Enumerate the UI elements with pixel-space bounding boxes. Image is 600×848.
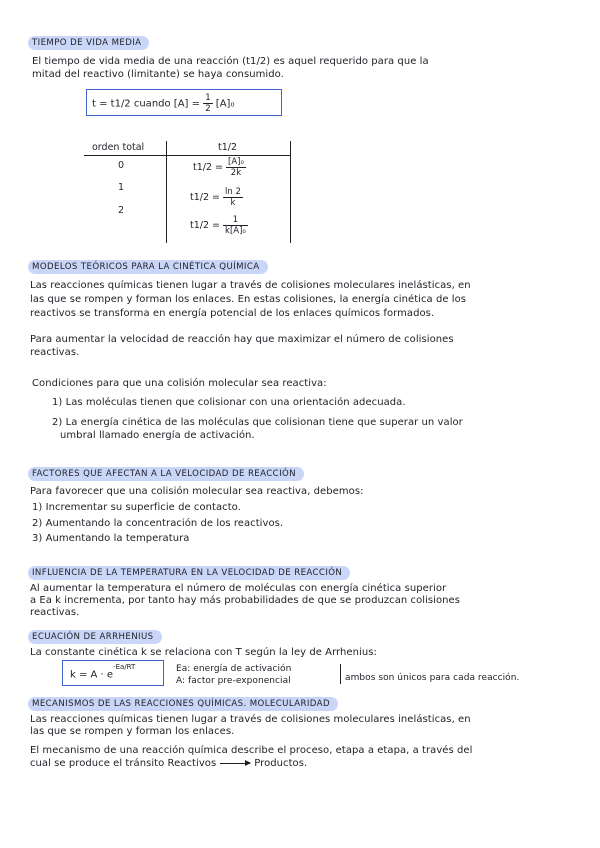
- list-item: 2) Aumentando la concentración de los reactivos.: [32, 518, 284, 529]
- table-header-order: orden total: [92, 142, 145, 153]
- table-row: t1/2 = $\frac{1}{\text{k[A]₀}}$: [190, 215, 246, 236]
- list-item: 3) Aumentando la temperatura: [32, 533, 190, 544]
- list-item: umbral llamado energía de activación.: [60, 430, 255, 441]
- section-title-mecanismos: MECANISMOS DE LAS REACCIONES QUÍMICAS. MOLECULARIDAD: [28, 697, 338, 711]
- paragraph-line: Para aumentar la velocidad de reacción hay que maximizar el número de colisiones: [30, 334, 454, 345]
- section-title-influencia: INFLUENCIA DE LA TEMPERATURA EN LA VELOCIDAD DE REACCIÓN: [28, 566, 350, 580]
- paragraph-line: a Ea k incrementa, por tanto hay más probabilidades de que se produzcan colisiones: [30, 595, 461, 606]
- section-title-modelos: MODELOS TEÓRICOS PARA LA CINÉTICA QUÍMICA: [28, 260, 268, 274]
- paragraph-line: reactivos se transforma en energía potencial de los enlaces químicos formados.: [30, 308, 435, 319]
- paragraph-line: Al aumentar la temperatura el número de moléculas con energía cinética superior: [30, 583, 447, 594]
- arrhenius-note: ambos son únicos para cada reacción.: [345, 673, 520, 683]
- table-header-half-life: t1/2: [218, 142, 238, 153]
- list-item: 2) La energía cinética de las moléculas que colisionan tiene que superar un valor: [52, 417, 463, 428]
- half-life-formula: t = t1/2 cuando [A] = $\frac{1}{2}$ [A]₀: [92, 93, 235, 114]
- brace-divider: [340, 664, 341, 684]
- paragraph-line: La constante cinética k se relaciona con T según la ley de Arrhenius:: [30, 647, 377, 658]
- section-title-arrhenius: ECUACIÓN DE ARRHENIUS: [28, 630, 162, 644]
- list-item: 1) Incrementar su superficie de contacto.: [32, 502, 241, 513]
- table-order-2: 2: [118, 205, 125, 216]
- paragraph-line: Condiciones para que una colisión molecular sea reactiva:: [32, 378, 327, 389]
- reaction-arrow-icon: [220, 763, 250, 764]
- paragraph-line: las que se rompen y forman los enlaces. En estas colisiones, la energía cinética de los: [30, 294, 467, 305]
- paragraph-line: Las reacciones químicas tienen lugar a través de colisiones moleculares inelásticas, en: [30, 714, 471, 725]
- paragraph-line: cual se produce el tránsito Reactivos Productos.: [30, 758, 308, 769]
- section-title-vida-media: TIEMPO DE VIDA MEDIA: [28, 36, 149, 50]
- paragraph-line: El tiempo de vida media de una reacción (t1/2) es aquel requerido para que la: [32, 56, 429, 67]
- paragraph-line: Para favorecer que una colisión molecular sea reactiva, debemos:: [30, 486, 364, 497]
- paragraph-line: reactivas.: [30, 347, 80, 358]
- table-order-0: 0: [118, 160, 125, 171]
- paragraph-line: las que se rompen y forman los enlaces.: [30, 726, 235, 737]
- table-row: t1/2 = $\frac{\text{[A]₀}}{2k}$: [193, 157, 244, 178]
- arrhenius-def-ea: Ea: energía de activación: [176, 664, 292, 674]
- arrhenius-def-a: A: factor pre-exponencial: [176, 676, 291, 686]
- table-row: t1/2 = $\frac{\ln 2}{k}$: [190, 187, 241, 208]
- arrhenius-formula: $k = A \cdot e^{-Ea/RT}$: [70, 663, 136, 681]
- paragraph-line: reactivas.: [30, 607, 80, 618]
- table-order-1: 1: [118, 182, 125, 193]
- paragraph-line: Las reacciones químicas tienen lugar a través de colisiones moleculares inelásticas, en: [30, 280, 471, 291]
- section-title-factores: FACTORES QUE AFECTAN A LA VELOCIDAD DE REACCIÓN: [28, 467, 304, 481]
- list-item: 1) Las moléculas tienen que colisionar con una orientación adecuada.: [52, 397, 406, 408]
- paragraph-line: El mecanismo de una reacción química describe el proceso, etapa a etapa, a través del: [30, 745, 473, 756]
- paragraph-line: mitad del reactivo (limitante) se haya consumido.: [32, 69, 284, 80]
